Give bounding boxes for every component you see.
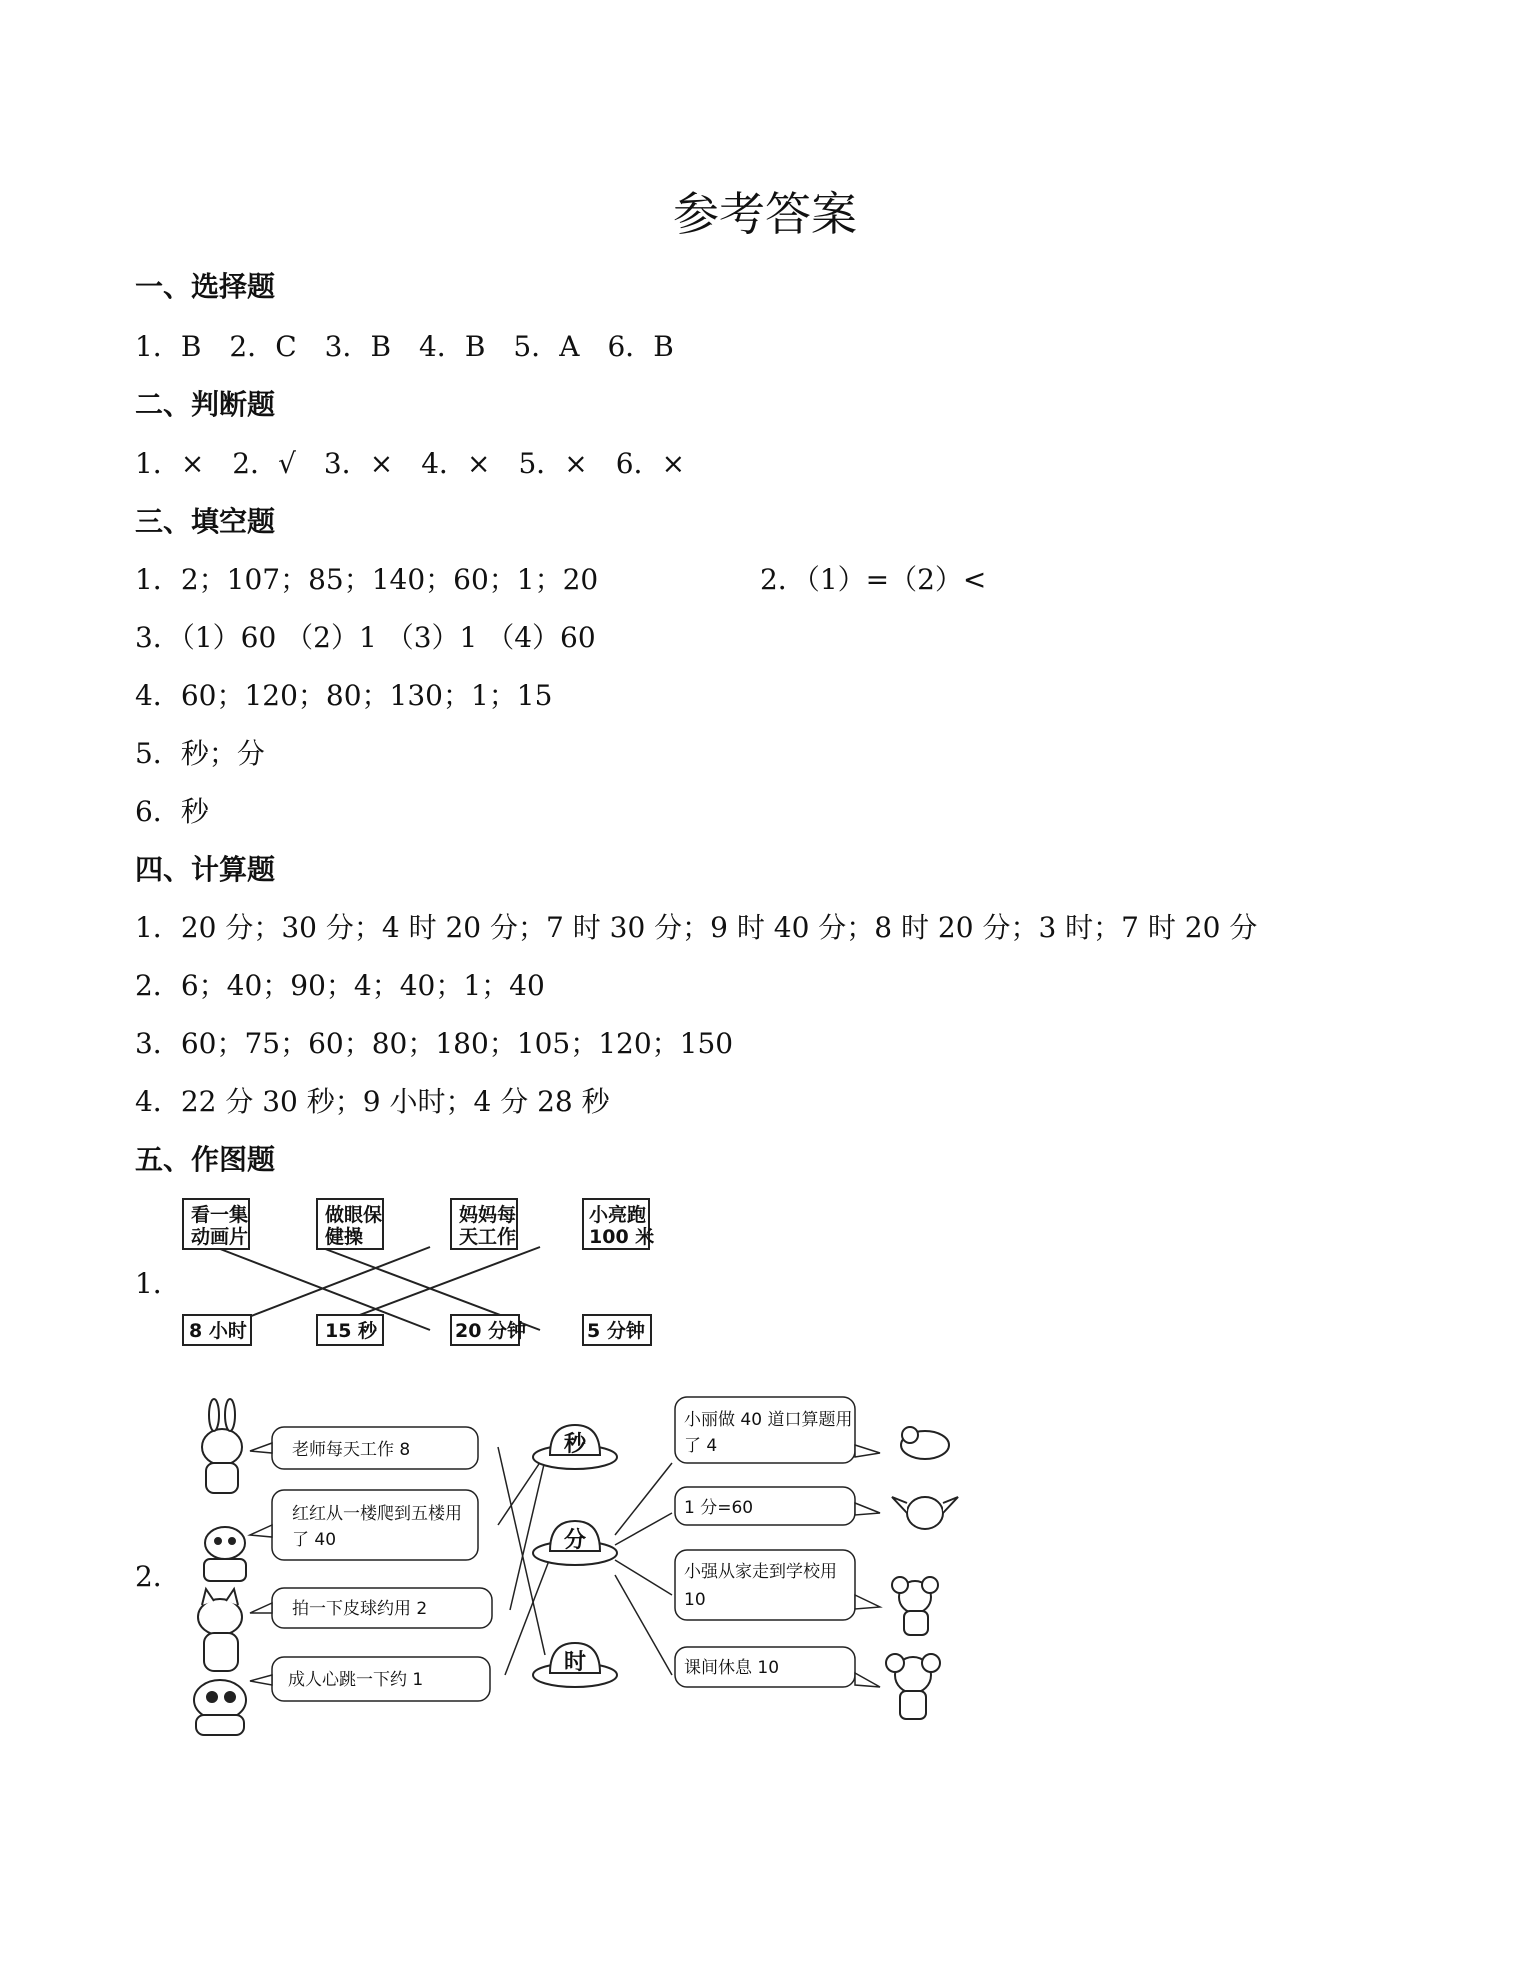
answer-line: 1．2；107；85；140；60；1；20 — [135, 563, 599, 596]
top-box-0 — [183, 1199, 249, 1249]
svg-text:小强从家走到学校用: 小强从家走到学校用 — [684, 1562, 837, 1582]
raccoon-icon — [194, 1680, 246, 1735]
cat-icon — [198, 1589, 242, 1671]
figure2-number: 2． — [135, 1560, 181, 1593]
answer-line: 2．6；40；90；4；40；1；40 — [135, 969, 545, 1002]
svg-text:分: 分 — [564, 1528, 587, 1553]
svg-text:10: 10 — [684, 1590, 706, 1610]
svg-text:小亮跑: 小亮跑 — [589, 1204, 647, 1226]
svg-text:20 分钟: 20 分钟 — [455, 1320, 527, 1342]
bottom-box-0 — [183, 1315, 251, 1345]
bird-icon — [892, 1497, 958, 1529]
svg-text:拍一下皮球约用 2: 拍一下皮球约用 2 — [292, 1599, 428, 1619]
svg-text:做眼保: 做眼保 — [325, 1204, 383, 1226]
svg-text:天工作: 天工作 — [459, 1226, 517, 1248]
svg-text:了 40: 了 40 — [292, 1530, 337, 1550]
answer-line: 2．（1）=（2）< — [760, 563, 987, 596]
answer-line: 5．秒；分 — [135, 737, 265, 770]
svg-text:红红从一楼爬到五楼用: 红红从一楼爬到五楼用 — [292, 1504, 462, 1524]
bottom-box-1 — [317, 1315, 383, 1345]
section-heading-fill: 三、填空题 — [135, 505, 276, 538]
section-heading-draw: 五、作图题 — [135, 1143, 276, 1176]
svg-text:老师每天工作 8: 老师每天工作 8 — [292, 1440, 411, 1460]
svg-text:15 秒: 15 秒 — [325, 1320, 378, 1342]
top-box-1 — [317, 1199, 383, 1249]
answer-line: 4．22 分 30 秒；9 小时；4 分 28 秒 — [135, 1085, 610, 1118]
svg-text:秒: 秒 — [564, 1432, 587, 1457]
top-box-2 — [451, 1199, 517, 1249]
svg-text:妈妈每: 妈妈每 — [459, 1204, 517, 1226]
bottom-box-3 — [583, 1315, 651, 1345]
matching-diagram-1 — [175, 1195, 675, 1355]
answer-line: 3．（1）60 （2）1 （3）1 （4）60 — [135, 621, 596, 654]
answer-line: 1．B 2．C 3．B 4．B 5．A 6．B — [135, 330, 674, 363]
matching-diagram-2 — [180, 1385, 980, 1750]
page-title: 参考答案 — [673, 187, 857, 241]
answer-line: 1．20 分；30 分；4 时 20 分；7 时 30 分；9 时 40 分；8 时 20 分；3 时；7 时 20 分 — [135, 911, 1258, 944]
rabbit-icon — [202, 1399, 242, 1493]
svg-text:时: 时 — [564, 1650, 587, 1675]
figure1-number: 1． — [135, 1267, 181, 1300]
svg-text:小丽做 40 道口算题用: 小丽做 40 道口算题用 — [684, 1410, 853, 1430]
svg-text:8 小时: 8 小时 — [189, 1320, 247, 1342]
svg-text:动画片: 动画片 — [191, 1226, 249, 1248]
mouse-icon — [892, 1577, 938, 1635]
svg-text:1 分=60: 1 分=60 — [684, 1498, 754, 1518]
svg-text:5 分钟: 5 分钟 — [587, 1320, 645, 1342]
dog-icon — [901, 1427, 949, 1459]
svg-text:看一集: 看一集 — [191, 1204, 249, 1226]
answer-line: 6．秒 — [135, 795, 209, 828]
answer-line: 1．× 2．√ 3．× 4．× 5．× 6．× — [135, 447, 686, 480]
section-heading-judge: 二、判断题 — [135, 388, 276, 421]
answer-line: 3．60；75；60；80；180；105；120；150 — [135, 1027, 734, 1060]
koala-icon — [886, 1654, 940, 1719]
answer-line: 4．60；120；80；130；1；15 — [135, 679, 553, 712]
section-heading-choice: 一、选择题 — [135, 270, 276, 303]
top-box-3 — [583, 1199, 654, 1249]
section-heading-calc: 四、计算题 — [135, 853, 276, 886]
svg-text:了 4: 了 4 — [684, 1436, 718, 1456]
svg-text:课间休息 10: 课间休息 10 — [684, 1658, 780, 1678]
svg-text:成人心跳一下约 1: 成人心跳一下约 1 — [288, 1670, 424, 1690]
svg-text:健操: 健操 — [325, 1226, 364, 1248]
bottom-box-2 — [451, 1315, 526, 1345]
svg-text:100 米: 100 米 — [589, 1226, 655, 1248]
cow-icon — [204, 1527, 246, 1581]
